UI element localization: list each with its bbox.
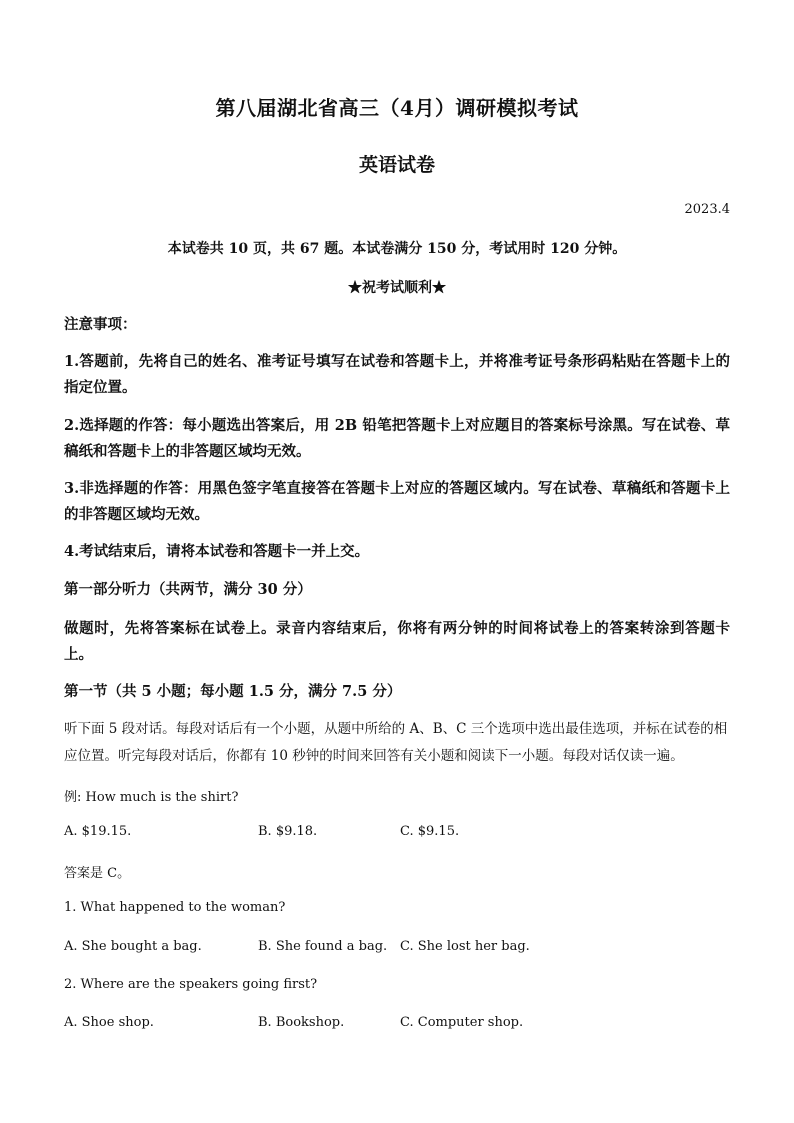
part1-instruction: 做题时，先将答案标在试卷上。录音内容结束后，你将有两分钟的时间将试卷上的答案转涂到答题卡上。 [64, 620, 730, 663]
section1-heading: 第一节（共 5 小题；每小题 1.5 分，满分 7.5 分） [64, 683, 402, 700]
question-1-option-b: B. She found a bag. [258, 939, 388, 954]
question-1-option-c: C. She lost her bag. [400, 939, 530, 954]
question-2-option-a: A. Shoe shop. [64, 1015, 154, 1030]
question-2-option-b: B. Bookshop. [258, 1015, 345, 1030]
exam-date: 2023.4 [684, 202, 730, 217]
section1-instruction: 听下面 5 段对话。每段对话后有一个小题，从题中所给的 A、B、C 三个选项中选出最佳选项，并标在试卷的相应位置。听完每段对话后，你都有 10 秒钟的时间来回答有关小题和阅读下一小题。每段对话仅读一遍。 [64, 721, 728, 764]
notice-item-1: 1.答题前，先将自己的姓名、准考证号填写在试卷和答题卡上，并将准考证号条形码粘贴在答题卡上的指定位置。 [64, 353, 730, 396]
example-question: 例: How much is the shirt? [64, 790, 239, 805]
notice-item-4: 4.考试结束后，请将本试卷和答题卡一并上交。 [64, 543, 370, 560]
notice-item-3: 3.非选择题的作答：用黑色签字笔直接答在答题卡上对应的答题区域内。写在试卷、草稿纸和答题卡上的非答题区域均无效。 [64, 480, 730, 523]
example-option-c: C. $9.15. [400, 824, 460, 839]
exam-subtitle: 英语试卷 [358, 154, 435, 176]
question-1-option-a: A. She bought a bag. [64, 939, 202, 954]
exam-wish: ★祝考试顺利★ [348, 280, 446, 296]
question-1: 1. What happened to the woman? [64, 900, 286, 915]
notice-heading: 注意事项： [64, 316, 137, 333]
question-2: 2. Where are the speakers going first? [64, 977, 318, 992]
question-2-option-c: C. Computer shop. [400, 1015, 524, 1030]
exam-title: 第八届湖北省高三（4月）调研模拟考试 [215, 96, 579, 120]
example-option-a: A. $19.15. [64, 824, 132, 839]
notice-item-2: 2.选择题的作答：每小题选出答案后，用 2B 铅笔把答题卡上对应题目的答案标号涂黑。写在试卷、草稿纸和答题卡上的非答题区域均无效。 [64, 417, 730, 460]
part1-heading: 第一部分听力（共两节，满分 30 分） [64, 581, 312, 598]
exam-info: 本试卷共 10 页，共 67 题。本试卷满分 150 分，考试用时 120 分钟。 [167, 241, 627, 257]
example-option-b: B. $9.18. [258, 824, 318, 839]
example-answer: 答案是 C。 [64, 866, 131, 881]
